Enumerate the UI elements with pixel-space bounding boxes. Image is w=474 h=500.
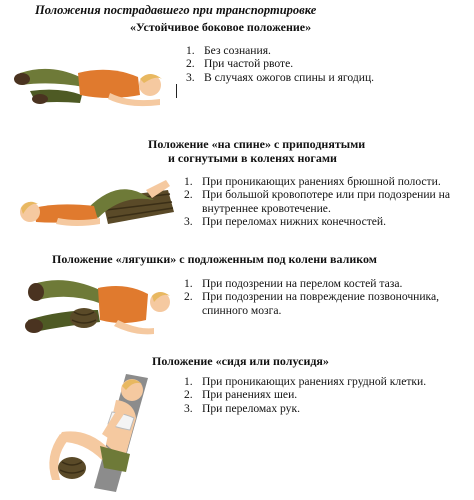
list-item: 3. При переломах рук. <box>184 401 300 415</box>
semi-sitting-illustration <box>38 368 166 494</box>
text-cursor <box>176 84 177 98</box>
list-item: 2. При ранениях шеи. <box>184 388 298 402</box>
section-4-list <box>184 375 469 415</box>
supine-knees-raised-illustration <box>18 168 178 232</box>
list-item: 2. При подозрении на повреждение позвоночника, спинного мозга. <box>184 290 440 317</box>
section-3-list <box>184 277 469 317</box>
list-item: 3. При переломах нижних конечностей. <box>184 215 387 229</box>
section-3-heading: Положение «лягушки» с подложенным под колени валиком <box>52 252 377 266</box>
section-1-list <box>186 44 466 84</box>
list-item: 1. При проникающих ранениях грудной клетки. <box>184 375 427 388</box>
section-1-heading: «Устойчивое боковое положение» <box>130 20 312 34</box>
section-2-heading-line1: Положение «на спине» с приподнятыми <box>148 137 366 151</box>
list-item: 2. При частой рвоте. <box>186 57 294 71</box>
section-4-heading: Положение «сидя или полусидя» <box>152 354 329 368</box>
list-item: 3. В случаях ожогов спины и ягодиц. <box>186 70 375 84</box>
recovery-position-illustration <box>10 55 170 113</box>
section-2-list <box>184 175 469 229</box>
list-item: 1. При подозрении на перелом костей таза. <box>184 277 403 290</box>
document-title: Положения пострадавшего при транспортировке <box>35 3 317 17</box>
list-item: 2. При большой кровопотере или при подозрении на внутреннее кровотечение. <box>184 188 450 215</box>
list-item: 1. При проникающих ранениях брюшной полости. <box>184 175 441 188</box>
list-item: 1. Без сознания. <box>186 44 271 57</box>
frog-position-illustration <box>14 270 174 340</box>
section-2-heading-line2: и согнутыми в коленях ногами <box>168 151 337 165</box>
